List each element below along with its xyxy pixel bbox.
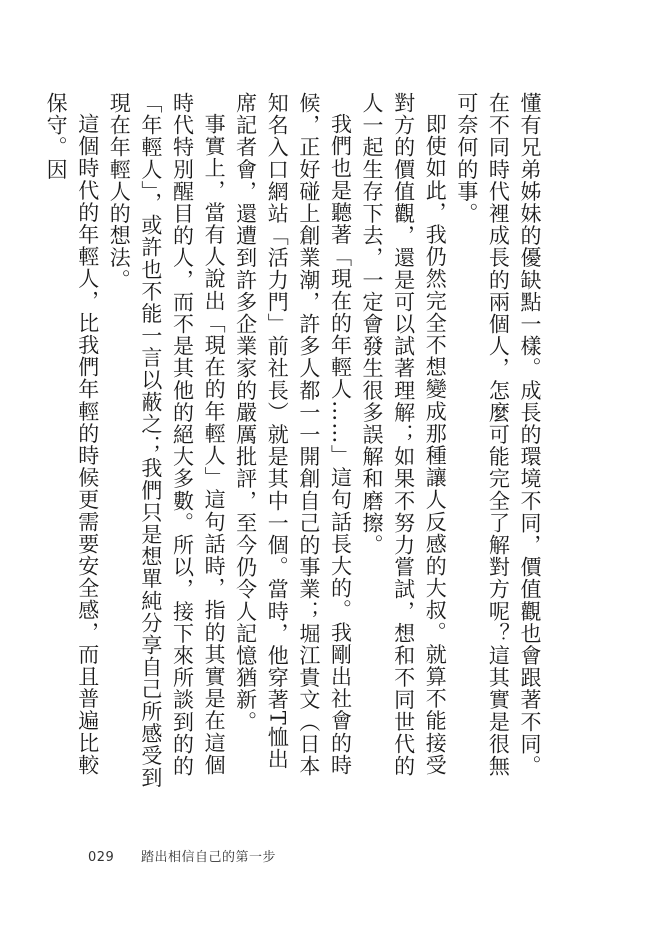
page-number: 029	[88, 850, 115, 865]
page-footer	[88, 846, 276, 865]
paragraph-5: 這個時代的年輕人，比我們年輕的時候更需要安全感，而且普遍比較保守。因	[44, 92, 100, 776]
paragraph-1: 懂有兄弟姊妹的優缺點一樣。成長的環境不同，價值觀也會跟著不同。在不同時代裡成長的兩個人，怎麼可能完全了解對方呢？這其實是很無可奈何的事。	[454, 92, 542, 778]
vertical-text-body	[40, 92, 546, 792]
paragraph-2: 即使如此，我仍然完全不想變成那種讓人反感的大叔。就算不能接受對方的價值觀，還是可以試著理解；如果不努力嘗試，想和不同世代的人一起生存下去，一定會發生很多誤解和磨擦。	[360, 92, 448, 778]
running-title: 踏出相信自己的第一步	[140, 850, 276, 865]
paragraph-3: 我們也是聽著「現在的年輕人……」這句話長大的。我剛出社會的時候，正好碰上創業潮，許多人都一一開創自己的事業；堀江貴文（日本知名入口網站「活力門」前社長）就是其中一個。當時，他穿著T恤出席記者會，還遭到許多企業家的嚴厲批評，至今仍令人記憶猶新。	[233, 92, 353, 778]
paragraph-4: 事實上，當有人說出「現在的年輕人」這句話時，指的其實是在這個時代特別醒目的人，而不是其他的絕大多數。所以，接下來所談到的的「年輕人」，或許也不能一言以蔽之；我們只是想單純分享自己所感受到現在年輕人的想法。	[107, 92, 227, 789]
